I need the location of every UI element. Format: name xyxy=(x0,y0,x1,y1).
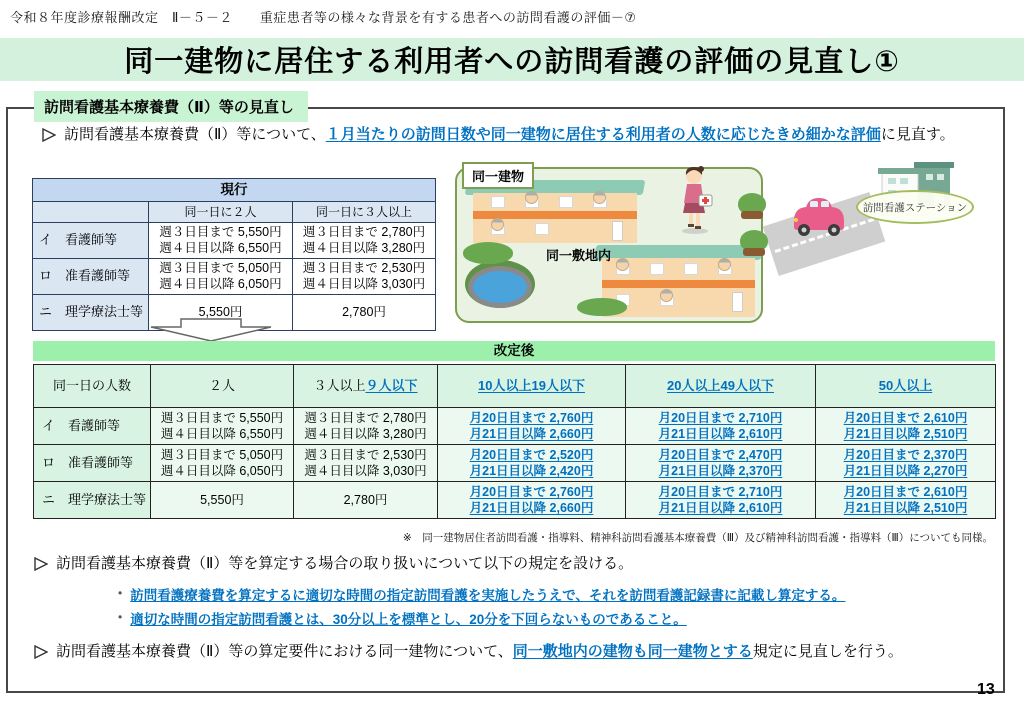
table-cell: 週３日目まで 5,550円 週４日目以降 6,550円 xyxy=(151,408,294,445)
intro-text-post: に見直す。 xyxy=(880,126,955,143)
sub-rule-text: 適切な時間の指定訪問看護とは、30分以上を標準とし、20分を下回らないものであること。 xyxy=(130,612,687,627)
building-rule-highlight: 同一敷地内の建物も同一建物とする xyxy=(512,643,753,660)
intro-bullet xyxy=(42,124,994,147)
table-cell: 5,550円 xyxy=(151,482,294,519)
bush-icon xyxy=(463,242,513,264)
door-icon xyxy=(612,221,623,241)
car-icon xyxy=(790,194,848,243)
current-col-3plus: 同一日に３人以上 xyxy=(293,202,436,223)
row-label-therapist: ニ 理学療法士等 xyxy=(33,295,149,331)
revised-col-50plus: 50人以上 xyxy=(816,365,996,408)
resident-icon xyxy=(593,191,606,204)
table-cell: 月20日目まで 2,710円 月21日目以降 2,610円 xyxy=(626,482,816,519)
table-cell: 月20日目まで 2,710円 月21日目以降 2,610円 xyxy=(626,408,816,445)
current-table-title: 現行 xyxy=(33,179,436,202)
revised-col-count: 同一日の人数 xyxy=(34,365,151,408)
row-label-nurse: イ 看護師等 xyxy=(34,408,151,445)
intro-text-pre: 訪問看護基本療養費（Ⅱ）等について、 xyxy=(64,126,326,143)
table-cell: 月20日目まで 2,520円 月21日目以降 2,420円 xyxy=(438,445,626,482)
building-rule-bullet xyxy=(34,641,994,664)
dot-bullet-icon: • xyxy=(118,610,123,624)
table-cell: 週３日目まで 2,530円 週４日目以降 3,030円 xyxy=(293,259,436,295)
bush-icon xyxy=(577,298,627,316)
page-number: 13 xyxy=(977,681,995,698)
sub-rule-text: 訪問看護療養費を算定するに適切な時間の指定訪問看護を実施したうえで、それを訪問看護記録書に記載し算定する。 xyxy=(130,588,846,603)
arrowhead-bullet-icon xyxy=(34,645,48,664)
revised-col-3to9: ３人以上９人以下 xyxy=(294,365,438,408)
building-rule-text xyxy=(56,641,903,664)
resident-icon xyxy=(660,289,673,302)
resident-icon xyxy=(525,191,538,204)
table-cell: 2,780円 xyxy=(293,295,436,331)
table-cell: 2,780円 xyxy=(294,482,438,519)
arrowhead-bullet-icon xyxy=(34,557,48,576)
page-title: 同一建物に居住する利用者への訪問看護の評価の見直し① xyxy=(124,46,900,78)
table-cell: 5,550円 xyxy=(149,295,293,331)
sub-rule-item xyxy=(118,584,845,604)
revised-col-20to49: 20人以上49人以下 xyxy=(626,365,816,408)
current-price-table xyxy=(32,178,436,331)
same-building-label: 同一建物 xyxy=(462,162,534,189)
arrowhead-bullet-icon xyxy=(42,128,56,147)
bush-icon xyxy=(740,230,768,252)
table-cell: 週３日目まで 5,550円 週４日目以降 6,550円 xyxy=(149,223,293,259)
row-label-assistant-nurse: ロ 准看護師等 xyxy=(33,259,149,295)
table-cell: 月20日目まで 2,760円 月21日目以降 2,660円 xyxy=(438,482,626,519)
table-cell: 週３日目まで 2,780円 週４日目以降 3,280円 xyxy=(293,223,436,259)
section-label: 訪問看護基本療養費（Ⅱ）等の見直し xyxy=(34,91,308,122)
resident-icon xyxy=(616,258,629,271)
same-building-illustration xyxy=(450,160,1016,342)
dot-bullet-icon: • xyxy=(118,586,123,600)
revised-table-title: 改定後 xyxy=(33,341,995,361)
page-header-line: 令和８年度診療報酬改定 Ⅱ－５－２ 重症患者等の様々な背景を有する患者への訪問看護の評価－⑦ xyxy=(10,10,637,25)
table-cell: 週３日目まで 5,050円 週４日目以降 6,050円 xyxy=(151,445,294,482)
visiting-nurse-icon xyxy=(677,165,713,240)
current-table-corner xyxy=(33,202,149,223)
building-band xyxy=(602,280,755,288)
bush-icon xyxy=(738,193,766,215)
row-label-therapist: ニ 理学療法士等 xyxy=(34,482,151,519)
title-bar xyxy=(0,38,1024,81)
table-cell: 月20日目まで 2,760円 月21日目以降 2,660円 xyxy=(438,408,626,445)
building-rule-post: 規定に見直しを行う。 xyxy=(752,643,903,660)
resident-icon xyxy=(718,258,731,271)
nursing-station-label: 訪問看護ステーション xyxy=(856,190,974,224)
same-applies-note: ※ 同一建物居住者訪問看護・指導料、精神科訪問看護基本療養費（Ⅲ）及び精神科訪問看護・指導料（Ⅲ）についても同様。 xyxy=(402,532,993,544)
calculation-rule-bullet xyxy=(34,553,994,576)
same-site-label: 同一敷地内 xyxy=(546,248,612,263)
calculation-rule-text: 訪問看護基本療養費（Ⅱ）等を算定する場合の取り扱いについて以下の規定を設ける。 xyxy=(56,555,634,572)
table-cell: 月20日目まで 2,610円 月21日目以降 2,510円 xyxy=(816,408,996,445)
table-cell: 週３日目まで 2,530円 週４日目以降 3,030円 xyxy=(294,445,438,482)
sub-rule-item xyxy=(118,608,687,628)
intro-text-highlight: １月当たりの訪問日数や同一建物に居住する利用者の人数に応じたきめ細かな評価 xyxy=(325,126,881,143)
pond-icon xyxy=(468,266,532,308)
revised-col-2: ２人 xyxy=(151,365,294,408)
building-wall xyxy=(473,193,637,243)
table-cell: 週３日目まで 2,780円 週４日目以降 3,280円 xyxy=(294,408,438,445)
table-cell: 月20日目まで 2,370円 月21日目以降 2,270円 xyxy=(816,445,996,482)
revised-col-10to19: 10人以上19人以下 xyxy=(438,365,626,408)
apartment-building-icon xyxy=(473,180,637,243)
table-cell: 月20日目まで 2,470円 月21日目以降 2,370円 xyxy=(626,445,816,482)
table-cell: 月20日目まで 2,610円 月21日目以降 2,510円 xyxy=(816,482,996,519)
door-icon xyxy=(732,292,743,312)
revised-price-table xyxy=(33,364,996,519)
row-label-nurse: イ 看護師等 xyxy=(33,223,149,259)
building-rule-pre: 訪問看護基本療養費（Ⅱ）等の算定要件における同一建物について、 xyxy=(56,643,513,660)
table-cell: 週３日目まで 5,050円 週４日目以降 6,050円 xyxy=(149,259,293,295)
row-label-assistant-nurse: ロ 准看護師等 xyxy=(34,445,151,482)
intro-bullet-text xyxy=(64,124,955,147)
current-col-2persons: 同一日に２人 xyxy=(149,202,293,223)
resident-icon xyxy=(491,218,504,231)
